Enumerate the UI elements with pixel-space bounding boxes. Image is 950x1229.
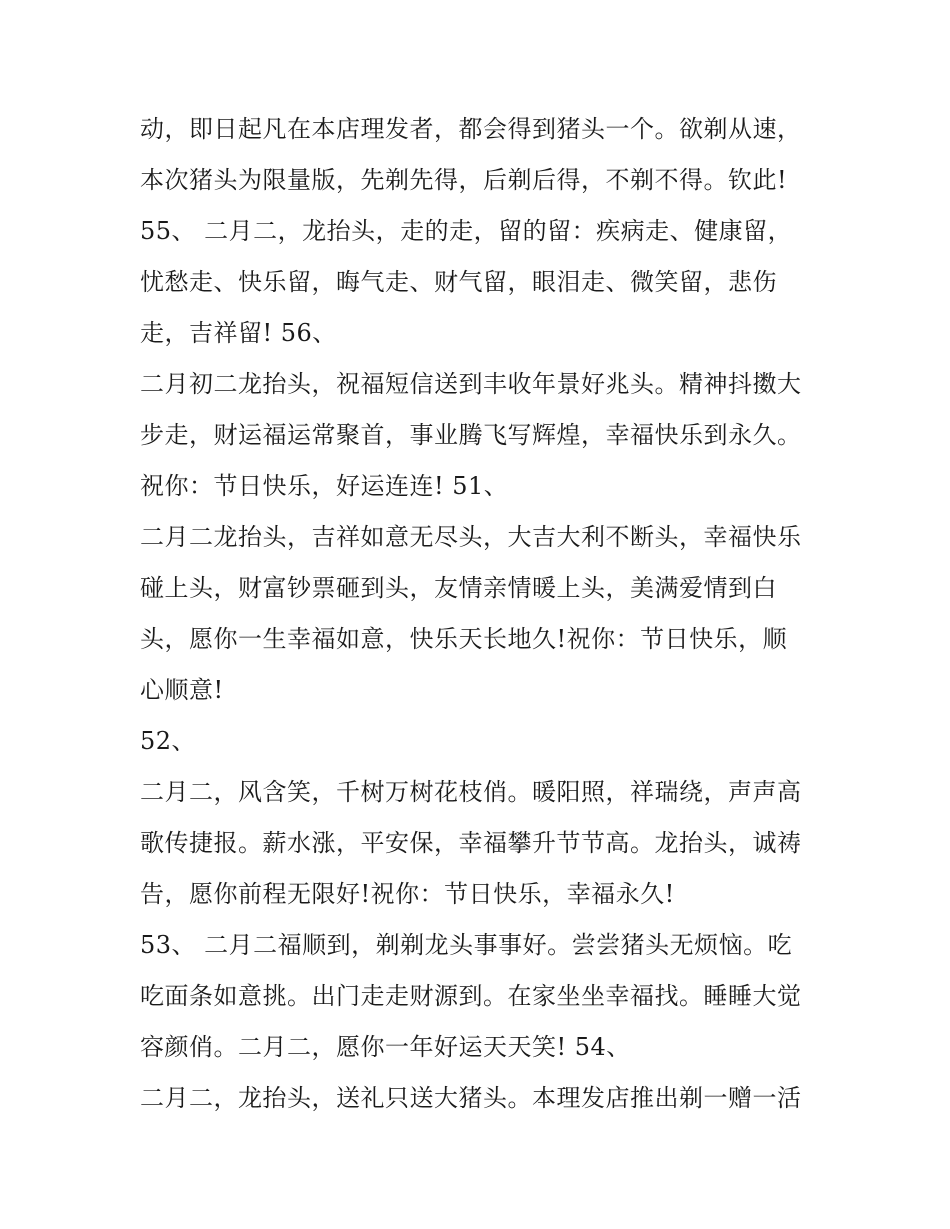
text-line: 二月初二龙抬头，祝福短信送到丰收年景好兆头。精神抖擞大 <box>140 370 802 398</box>
text-line: 告，愿你前程无限好!祝你：节日快乐，幸福永久! <box>140 880 675 908</box>
text-line: 走，吉祥留! 56、 <box>140 319 337 347</box>
text-line: 祝你：节日快乐，好运连连! 51、 <box>140 472 509 500</box>
text-line: 53、 二月二福顺到，剃剃龙头事事好。尝尝猪头无烦恼。吃 <box>140 931 793 959</box>
text-line: 55、 二月二，龙抬头，走的走，留的留：疾病走、健康留， <box>140 217 793 245</box>
text-line: 吃面条如意挑。出门走走财源到。在家坐坐幸福找。睡睡大觉 <box>140 982 802 1010</box>
text-line: 二月二，风含笑，千树万树花枝俏。暖阳照，祥瑞绕，声声高 <box>140 778 802 806</box>
document-body <box>140 104 820 1124</box>
text-line: 忧愁走、快乐留，晦气走、财气留，眼泪走、微笑留，悲伤 <box>140 268 777 296</box>
text-line: 52、 <box>140 727 197 755</box>
text-line: 容颜俏。二月二，愿你一年好运天天笑! 54、 <box>140 1033 631 1061</box>
text-line: 步走，财运福运常聚首，事业腾飞写辉煌，幸福快乐到永久。 <box>140 421 802 449</box>
text-line: 头，愿你一生幸福如意，快乐天长地久!祝你：节日快乐，顺 <box>140 625 788 653</box>
text-line: 二月二，龙抬头，送礼只送大猪头。本理发店推出剃一赠一活 <box>140 1084 802 1112</box>
text-line: 碰上头，财富钞票砸到头，友情亲情暖上头，美满爱情到白 <box>140 574 777 602</box>
text-line: 心顺意! <box>140 676 224 704</box>
text-line: 歌传捷报。薪水涨，平安保，幸福攀升节节高。龙抬头，诚祷 <box>140 829 802 857</box>
text-line: 二月二龙抬头，吉祥如意无尽头，大吉大利不断头，幸福快乐 <box>140 523 802 551</box>
text-line: 动，即日起凡在本店理发者，都会得到猪头一个。欲剃从速， <box>140 115 802 143</box>
text-line: 本次猪头为限量版，先剃先得，后剃后得，不剃不得。钦此! <box>140 166 788 194</box>
